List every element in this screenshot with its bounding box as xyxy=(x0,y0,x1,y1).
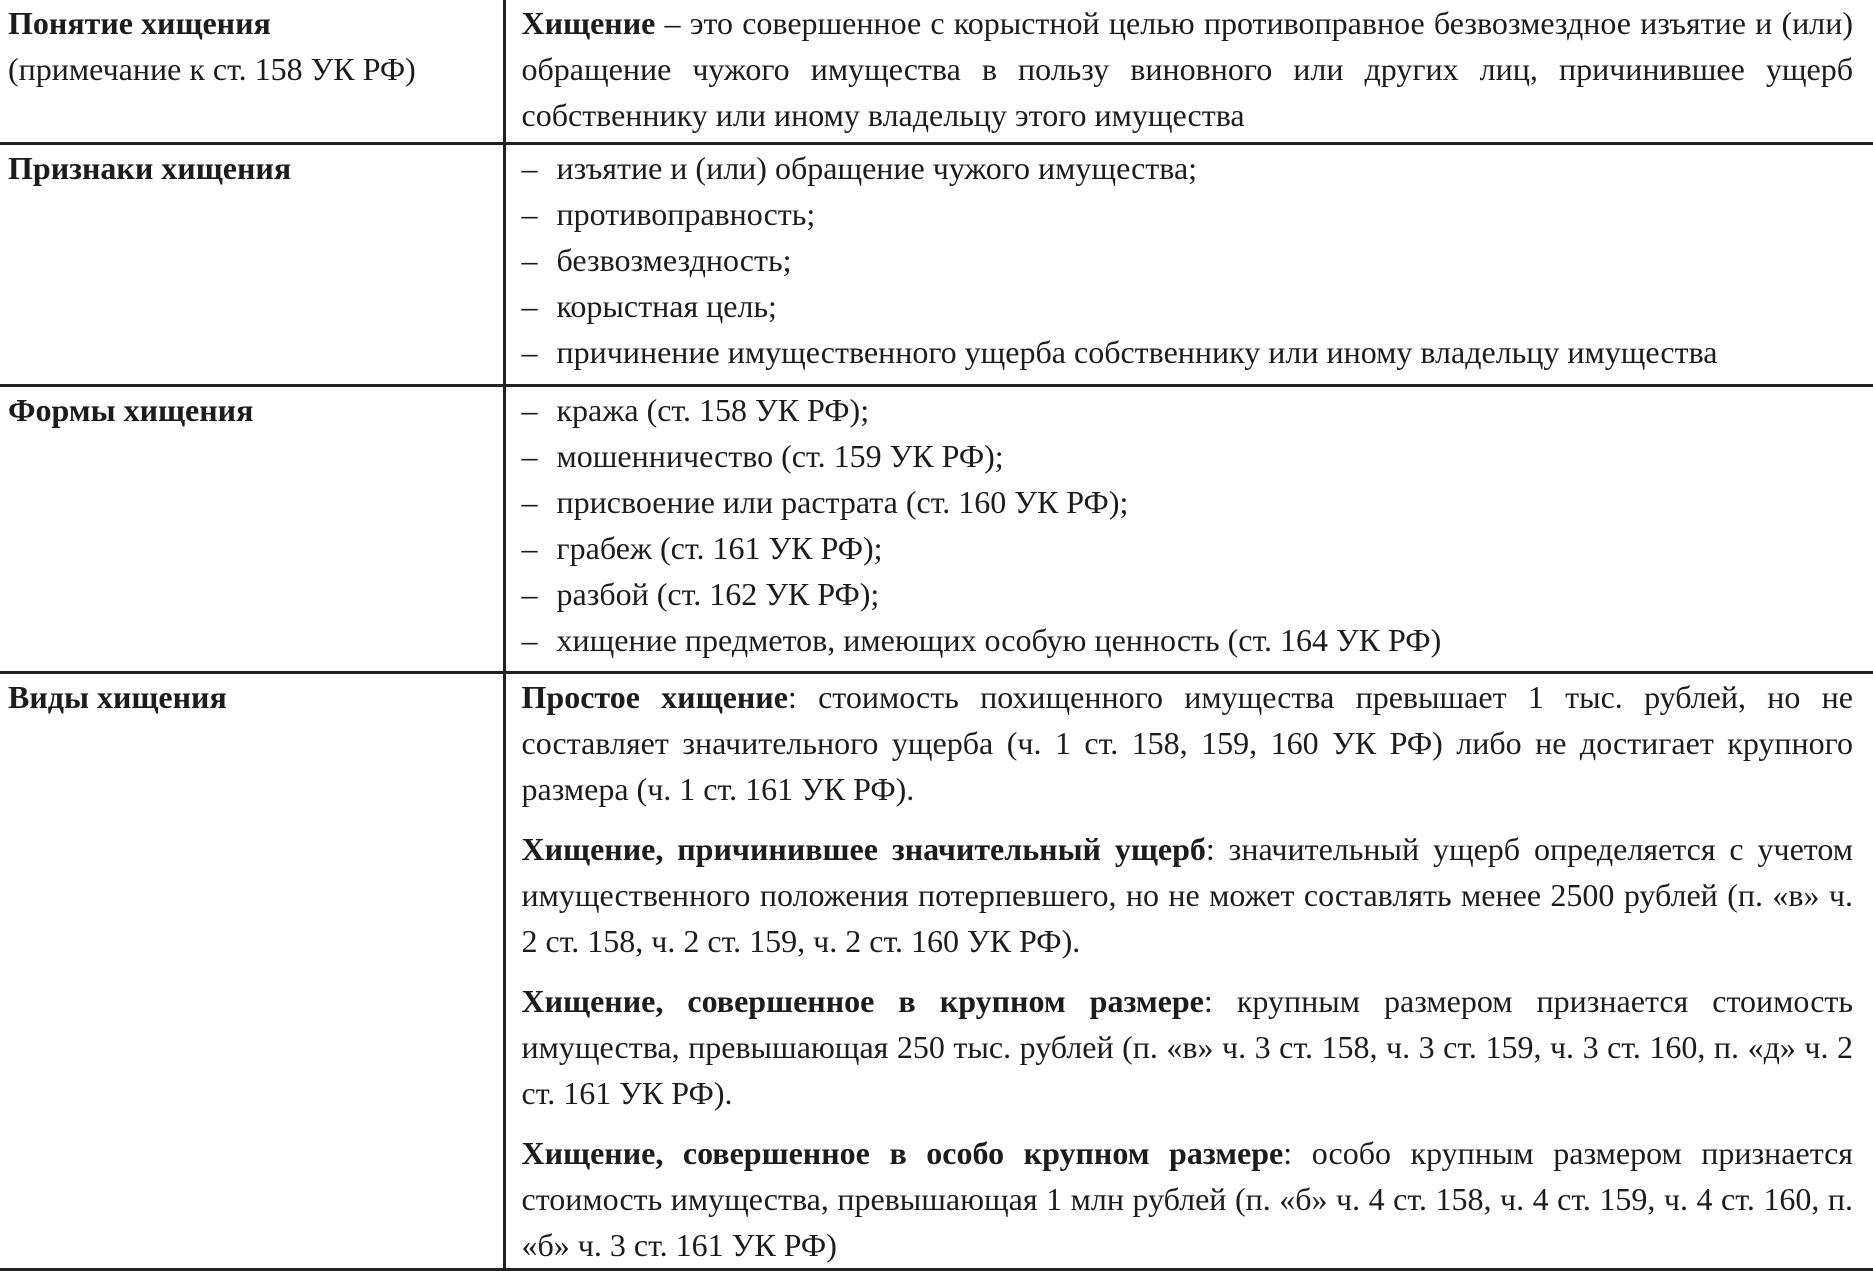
row-label-note: (примечание к ст. 158 УК РФ) xyxy=(8,51,416,87)
list-item: – безвозмездность; xyxy=(522,237,1854,283)
definition-term: Хищение xyxy=(521,5,656,41)
content-cell-signs xyxy=(504,143,1873,385)
list-item: – хищение предметов, имеющих особую ценность (ст. 164 УК РФ) xyxy=(522,617,1854,663)
label-cell-definition xyxy=(0,0,504,143)
definition-body: – это совершенное с корыстной целью противоправное безвозмездное изъятие и (или) обращение чужого имущества в пользу виновного или других лиц, причинившее ущерб собственнику или иному владельцу этого имущества xyxy=(521,5,1853,133)
dash-bullet: – xyxy=(521,575,538,612)
type-paragraph-simple: Простое хищение: стоимость похищенного имущества превышает 1 тыс. рублей, но не составляет значительного ущерба (ч. 1 ст. 158, 159, 160 УК РФ) либо не достигает крупного размера (ч. 1 ст. 161 УК РФ). xyxy=(521,678,1854,807)
dash-bullet: – xyxy=(521,621,538,658)
dash-bullet: – xyxy=(521,241,538,278)
label-cell-signs xyxy=(0,143,504,385)
table-row-forms xyxy=(0,385,1873,672)
list-item: – кража (ст. 158 УК РФ); xyxy=(522,387,1854,433)
list-item: – грабеж (ст. 161 УК РФ); xyxy=(522,525,1854,571)
content-cell-definition xyxy=(504,0,1873,143)
dash-bullet: – xyxy=(521,195,538,232)
list-item: – противоправность; xyxy=(522,191,1854,237)
dash-bullet: – xyxy=(521,287,538,324)
row-label-forms: Формы хищения xyxy=(8,391,254,428)
table-row-signs xyxy=(0,143,1873,385)
list-item: – разбой (ст. 162 УК РФ); xyxy=(522,571,1854,617)
list-item: – изъятие и (или) обращение чужого имущества; xyxy=(522,145,1854,191)
dash-bullet: – xyxy=(521,529,538,566)
dash-bullet: – xyxy=(521,333,538,370)
dash-bullet: – xyxy=(521,483,538,520)
dash-bullet: – xyxy=(521,149,538,186)
content-cell-forms xyxy=(504,385,1873,672)
list-item: – присвоение или растрата (ст. 160 УК РФ); xyxy=(522,479,1854,525)
list-item: – мошенничество (ст. 159 УК РФ); xyxy=(522,433,1854,479)
type-paragraph-significant: Хищение, причинившее значительный ущерб: значительный ущерб определяется с учетом имущественного положения потерпевшего, но не может составлять менее 2500 рублей (п. «в» ч. 2 ст. 158, ч. 2 ст. 159, ч. 2 ст. 160 УК РФ). xyxy=(521,830,1854,959)
list-item: – причинение имущественного ущерба собственнику или иному владельцу имущества xyxy=(522,329,1854,375)
forms-list xyxy=(522,387,1854,663)
dash-bullet: – xyxy=(521,391,538,428)
list-item: – корыстная цель; xyxy=(522,283,1854,329)
table-row-types xyxy=(0,672,1873,1270)
content-cell-types xyxy=(504,672,1873,1270)
row-label-definition: Понятие хищения xyxy=(8,5,271,41)
table-row-definition xyxy=(0,0,1873,143)
definition-text xyxy=(506,0,1873,138)
type-paragraph-large: Хищение, совершенное в крупном размере: крупным размером признается стоимость имущества, превышающая 250 тыс. рублей (п. «в» ч. 3 ст. 158, ч. 3 ст. 159, ч. 3 ст. 160, п. «д» ч. 2 ст. 161 УК РФ). xyxy=(521,982,1853,1111)
label-cell-forms xyxy=(0,385,504,672)
row-label-signs: Признаки хищения xyxy=(8,149,292,186)
dash-bullet: – xyxy=(521,437,538,474)
row-label-types: Виды хищения xyxy=(8,678,227,715)
type-paragraph-especially-large: Хищение, совершенное в особо крупном размере: особо крупным размером признается стоимость имущества, превышающая 1 млн рублей (п. «б» ч. 4 ст. 158, ч. 4 ст. 159, ч. 4 ст. 160, п. «б» ч. 3 ст. 161 УК РФ) xyxy=(521,1134,1854,1263)
signs-list xyxy=(522,145,1854,375)
label-cell-types xyxy=(0,672,504,1270)
